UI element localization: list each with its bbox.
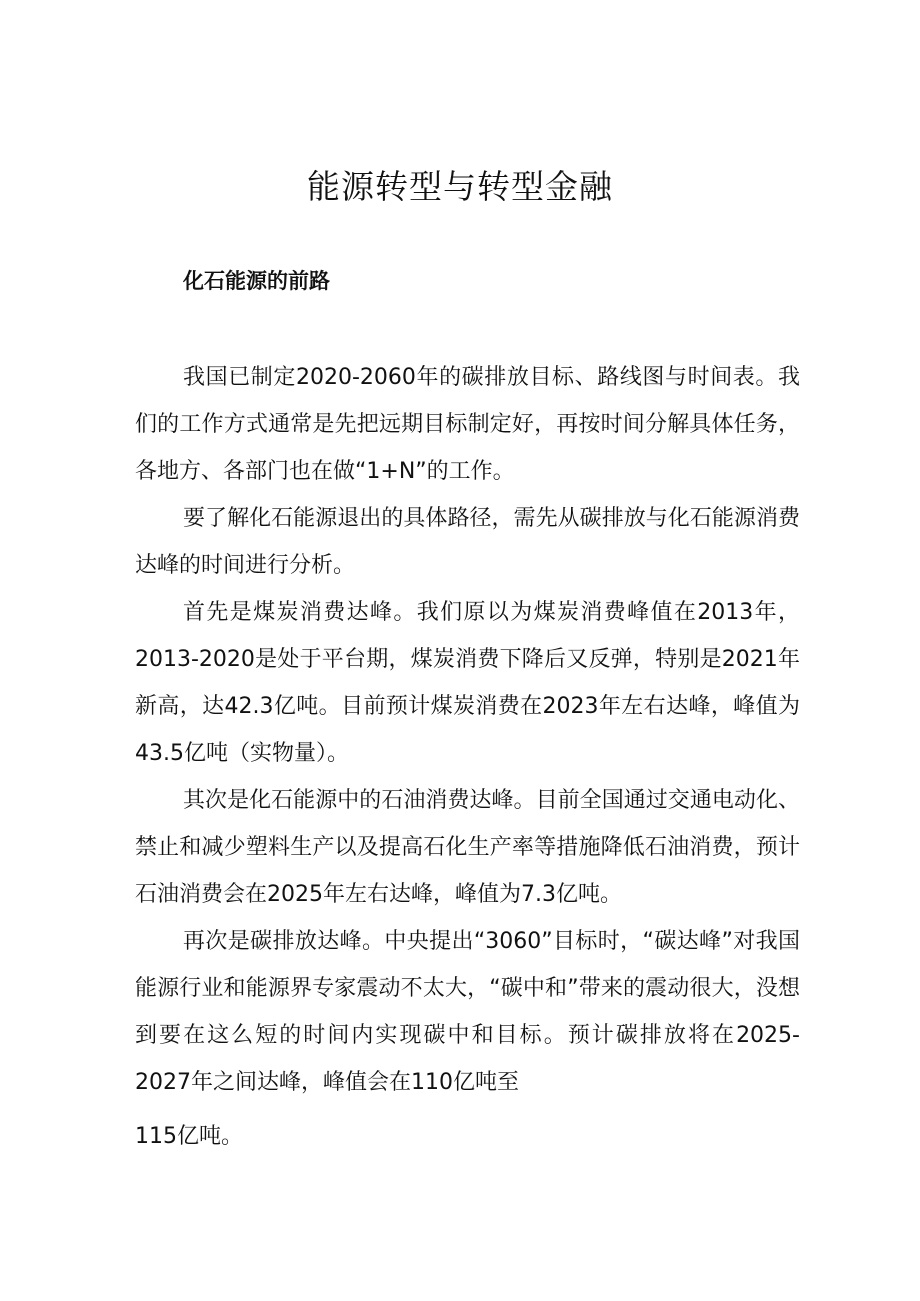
paragraph-exit-path: 要了解化石能源退出的具体路径，需先从碳排放与化石能源消费达峰的时间进行分析。 [135,506,800,578]
paragraph-oil-peak: 其次是化石能源中的石油消费达峰。目前全国通过交通电动化、禁止和减少塑料生产以及提高石化生产率等措施降低石油消费，预计石油消费会在2025年左右达峰，峰值为7.3亿吨。 [135,788,800,907]
document-title: 能源转型与转型金融 [307,167,613,206]
paragraph-carbon-peak: 再次是碳排放达峰。中央提出“3060”目标时，“碳达峰”对我国能源行业和能源界专家震动不太大，“碳中和”带来的震动很大，没想到要在这么短的时间内实现碳中和目标。预计碳排放将在2025-2027年之间达峰，峰值会在110亿吨至 [135,929,800,1095]
paragraph-carbon-targets: 我国已制定2020-2060年的碳排放目标、路线图与时间表。我们的工作方式通常是先把远期目标制定好，再按时间分解具体任务，各地方、各部门也在做“1+N”的工作。 [135,365,800,484]
paragraph-carbon-peak-continued: 115亿吨。 [135,1124,243,1149]
paragraph-coal-peak: 首先是煤炭消费达峰。我们原以为煤炭消费峰值在2013年，2013-2020是处于平台期，煤炭消费下降后又反弹，特别是2021年新高，达42.3亿吨。目前预计煤炭消费在2023年左右达峰，峰值为43.5亿吨（实物量）。 [135,600,800,766]
section-heading: 化石能源的前路 [183,269,330,293]
body-text [135,354,800,1160]
